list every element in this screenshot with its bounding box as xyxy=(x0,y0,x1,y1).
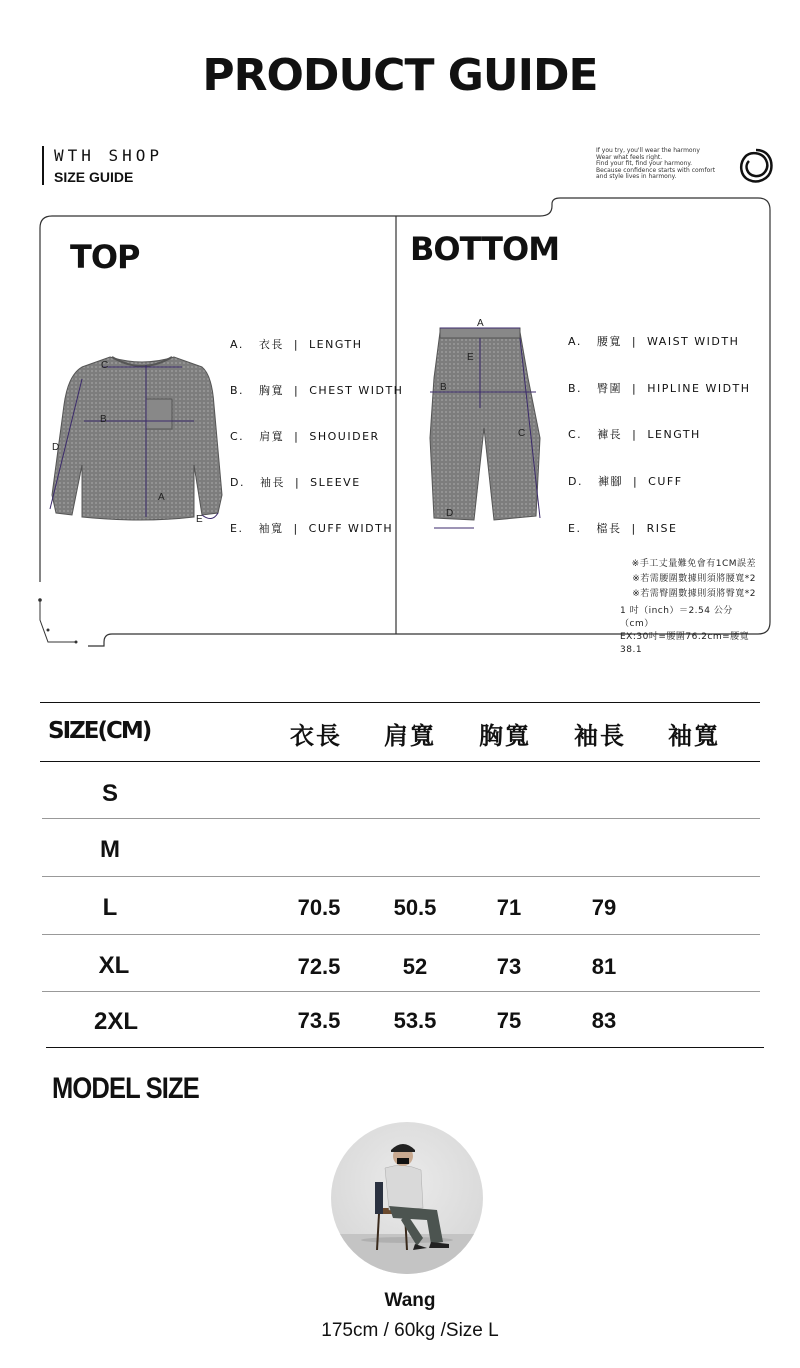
size-label: S xyxy=(101,780,118,807)
measurement-notes xyxy=(560,557,756,602)
bottom-spec-row: C. 褲長 | LENGTH xyxy=(568,428,701,441)
top-spec-row: C. 肩寬 | SHOUIDER xyxy=(230,430,380,443)
table-cell: 53.5 xyxy=(393,1008,437,1033)
column-header: 胸寬 xyxy=(479,722,531,750)
model-stats: 175cm / 60kg /Size L xyxy=(321,1320,499,1341)
table-cell: 70.5 xyxy=(297,895,341,920)
top-spec-row: E. 袖寬 | CUFF WIDTH xyxy=(230,522,394,535)
size-label: XL xyxy=(98,952,130,979)
conversion-line: EX:30吋=腰圍76.2cm=腰寬38.1 xyxy=(620,632,750,655)
table-bottom-rule xyxy=(46,1047,764,1048)
bottom-label-a: A xyxy=(477,318,484,329)
seated-model-icon xyxy=(331,1122,483,1274)
sweatshirt-diagram xyxy=(42,345,232,535)
brand-shop-name: WTH SHOP xyxy=(54,146,164,165)
bottom-label-c: C xyxy=(518,428,526,439)
row-divider xyxy=(42,876,760,877)
model-size-title: MODEL SIZE xyxy=(52,1072,199,1105)
table-cell: 79 xyxy=(591,895,617,920)
top-spec-row: A. 衣長 | LENGTH xyxy=(230,338,363,351)
bottom-spec-row: E. 檔長 | RISE xyxy=(568,522,678,535)
row-divider xyxy=(42,934,760,935)
bottom-label-d: D xyxy=(446,508,454,519)
top-label-b: B xyxy=(100,414,107,425)
table-cell: 72.5 xyxy=(297,954,341,979)
table-cell: 50.5 xyxy=(393,895,437,920)
swirl-logo-icon xyxy=(736,146,776,186)
table-cell: 81 xyxy=(591,954,617,979)
tagline-line: Wear what feels right. xyxy=(596,153,663,161)
bottom-label-e: E xyxy=(467,352,474,363)
table-header-rule xyxy=(40,761,760,762)
brand-subtitle: SIZE GUIDE xyxy=(54,169,134,185)
size-label: L xyxy=(102,894,118,921)
brand-block xyxy=(42,146,163,185)
tagline-line: Find your fit, find your harmony. xyxy=(596,160,693,167)
top-label-d: D xyxy=(52,442,60,453)
top-spec-row: B. 胸寬 | CHEST WIDTH xyxy=(230,384,404,397)
tagline-line: and style lives in harmony. xyxy=(596,173,677,180)
column-header: 衣長 xyxy=(290,722,342,750)
row-divider xyxy=(42,991,760,992)
bottom-spec-row: B. 臀圍 | HIPLINE WIDTH xyxy=(568,382,751,395)
model-photo xyxy=(331,1122,483,1274)
pants-diagram xyxy=(420,318,550,538)
note-line: ※若需臀圍數據則須將臀寬*2 xyxy=(632,589,756,599)
size-label: M xyxy=(100,836,120,863)
bottom-label-b: B xyxy=(440,382,447,393)
table-cell: 52 xyxy=(402,954,428,979)
top-label-a: A xyxy=(158,492,165,503)
top-header: TOP xyxy=(70,238,140,276)
note-line: ※若需腰圍數據則須將腰寬*2 xyxy=(632,574,756,584)
table-cell: 75 xyxy=(496,1008,522,1033)
bottom-spec-row: D. 褲腳 | CUFF xyxy=(568,475,683,488)
tagline xyxy=(596,148,738,181)
size-header-label: SIZE(CM) xyxy=(48,718,151,744)
model-name: Wang xyxy=(384,1290,436,1311)
row-divider xyxy=(42,818,760,819)
column-header: 袖寬 xyxy=(668,722,720,750)
top-spec-row: D. 袖長 | SLEEVE xyxy=(230,476,361,489)
table-cell: 71 xyxy=(496,895,522,920)
bottom-header: BOTTOM xyxy=(410,230,560,268)
bottom-spec-row: A. 腰寬 | WAIST WIDTH xyxy=(568,335,740,348)
note-line: ※手工丈量難免會有1CM誤差 xyxy=(631,559,756,569)
column-header: 袖長 xyxy=(574,722,626,750)
conversion-line: 1 吋（inch）＝2.54 公分（cm） xyxy=(620,606,733,629)
unit-conversion xyxy=(560,605,756,657)
top-label-e: E xyxy=(196,514,203,525)
table-cell: 73 xyxy=(496,954,522,979)
column-header: 肩寬 xyxy=(384,722,436,750)
top-label-c: C xyxy=(101,360,109,371)
table-top-rule xyxy=(40,702,760,703)
table-cell: 83 xyxy=(591,1008,617,1033)
table-cell: 73.5 xyxy=(297,1008,341,1033)
tagline-line: Because confidence starts with comfort xyxy=(596,166,716,174)
tagline-line: If you try, you'll wear the harmony xyxy=(596,147,700,154)
size-label: 2XL xyxy=(93,1008,138,1035)
page-title: PRODUCT GUIDE xyxy=(202,50,598,101)
